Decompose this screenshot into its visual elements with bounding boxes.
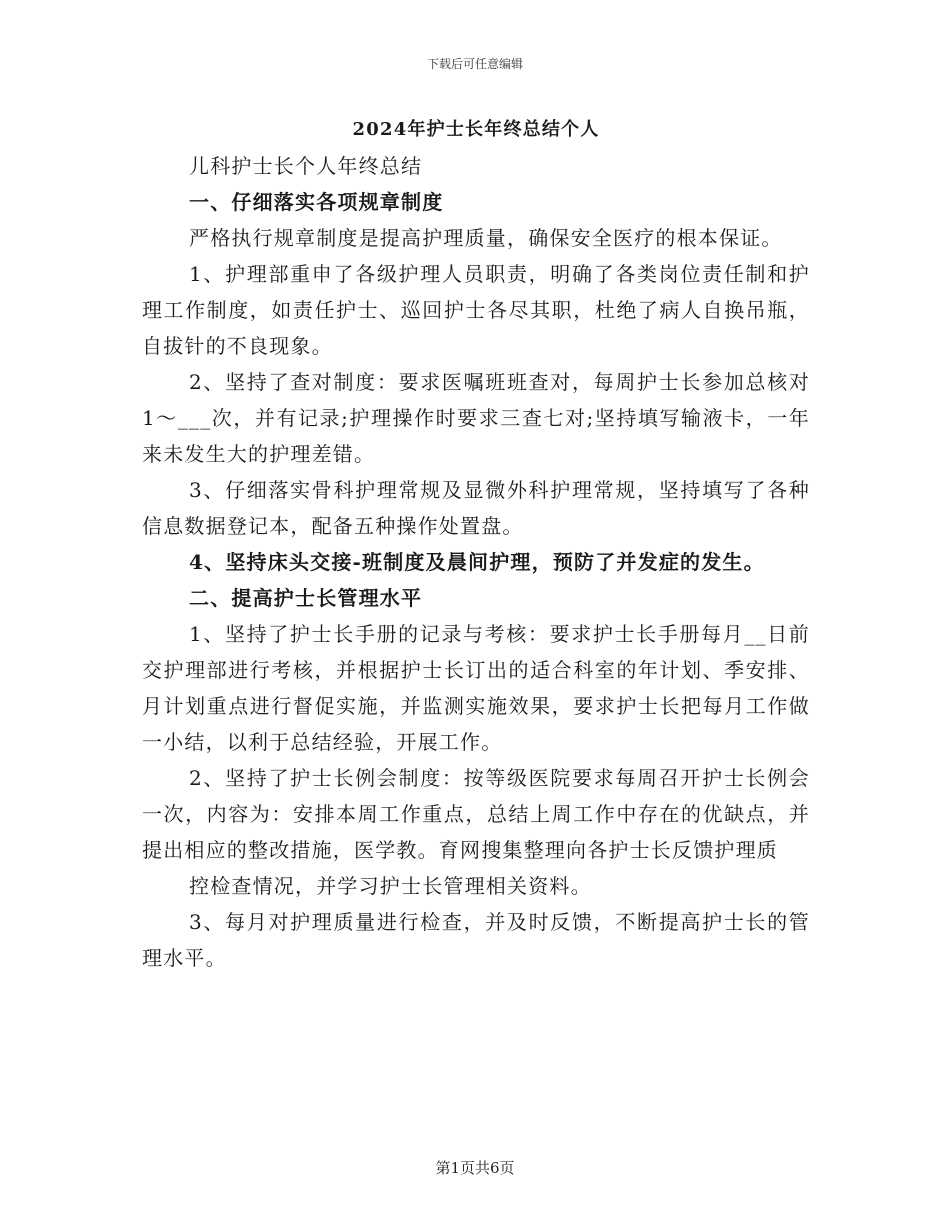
bold-paragraph: 4、坚持床头交接-班制度及晨间护理，预防了并发症的发生。 xyxy=(189,550,765,574)
document-title: 2024年护士长年终总结个人 xyxy=(352,119,600,140)
paragraph: 1、坚持了护士长手册的记录与考核：要求护士长手册每月__日前交护理部进行考核，并根据护士长订出的适合科室的年计划、季安排、月计划重点进行督促实施，并监测实施效果，要求护士长把每月工作做一小结，以利于总结经验，开展工作。 xyxy=(142,622,810,754)
section-heading-2: 二、提高护士长管理水平 xyxy=(189,586,423,610)
paragraph: 3、每月对护理质量进行检查，并及时反馈，不断提高护士长的管理水平。 xyxy=(142,910,810,970)
paragraph: 1、护理部重申了各级护理人员职责，明确了各类岗位责任制和护理工作制度，如责任护士、巡回护士各尽其职，杜绝了病人自换吊瓶，自拔针的不良现象。 xyxy=(142,262,810,358)
paragraph: 2、坚持了护士长例会制度：按等级医院要求每周召开护士长例会一次，内容为：安排本周工作重点，总结上周工作中存在的优缺点，并提出相应的整改措施，医学教。育网搜集整理向各护士长反馈护理质 xyxy=(142,766,810,862)
subtitle-paragraph: 儿科护士长个人年终总结 xyxy=(189,154,423,178)
paragraph: 2、坚持了查对制度：要求医嘱班班查对，每周护士长参加总核对1～___次，并有记录;护理操作时要求三查七对;坚持填写输液卡，一年来未发生大的护理差错。 xyxy=(142,370,810,466)
section-heading-1: 一、仔细落实各项规章制度 xyxy=(189,190,444,214)
page-number: 第1页共6页 xyxy=(435,1159,515,1177)
document-body xyxy=(142,112,810,976)
page-header-note: 下载后可任意编辑 xyxy=(426,57,523,71)
paragraph: 控检查情况，并学习护士长管理相关资料。 xyxy=(189,874,592,898)
paragraph: 严格执行规章制度是提高护理质量，确保安全医疗的根本保证。 xyxy=(189,226,783,250)
paragraph: 3、仔细落实骨科护理常规及显微外科护理常规，坚持填写了各种信息数据登记本，配备五种操作处置盘。 xyxy=(142,478,810,538)
